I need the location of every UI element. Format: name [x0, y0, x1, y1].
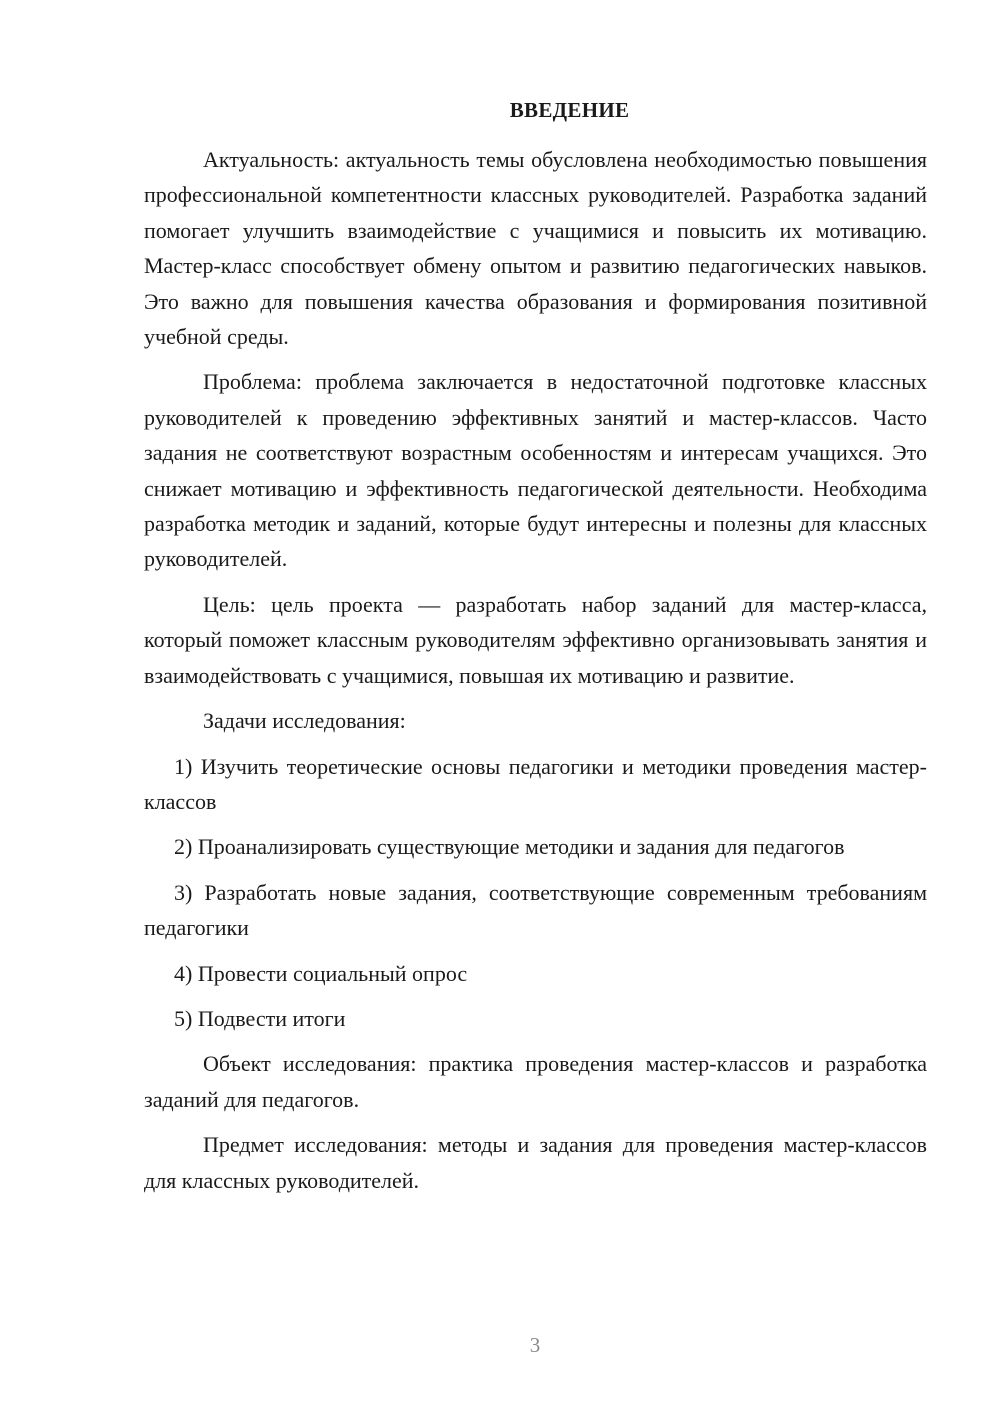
task-item: 1) Изучить теоретические основы педагогики и методики проведения мастер-классов: [144, 753, 927, 814]
task-item: 3) Разработать новые задания, соответствующие современным требованиям педагогики: [144, 879, 927, 941]
task-item: 5) Подвести итоги: [174, 1005, 346, 1031]
problem-paragraph: Проблема: проблема заключается в недостаточной подготовке классных руководителей к проведению эффективных занятий и мастер-классов. Часто задания не соответствуют возрастным особенностям и интересам учащихся. Это снижает мотивацию и эффективность педагогической деятельности. Необходима разработка методик и заданий, которые будут интересны и полезны для классных руководителей.: [144, 369, 927, 572]
research-subject-paragraph: Предмет исследования: методы и задания для проведения мастер-классов для классных руководителей.: [144, 1132, 927, 1193]
tasks-heading: Задачи исследования:: [203, 708, 406, 734]
relevance-paragraph: Актуальность: актуальность темы обусловлена необходимостью повышения профессиональной компетентности классных руководителей. Разработка заданий помогает улучшить взаимодействие с учащимися и повысить их мотивацию. Мастер-класс способствует обмену опытом и развитию педагогических навыков. Это важно для повышения качества образования и формирования позитивной учебной среды.: [144, 147, 927, 350]
goal-paragraph: Цель: цель проекта — разработать набор заданий для мастер-класса, который поможет классным руководителям эффективно организовывать занятия и взаимодействовать с учащимися, повышая их мотивацию и развитие.: [144, 591, 927, 688]
page-number: 3: [529, 1333, 541, 1357]
section-title: ВВЕДЕНИЕ: [509, 98, 630, 122]
task-item: 2) Проанализировать существующие методики и задания для педагогов: [174, 834, 845, 860]
page-content: [144, 94, 927, 1208]
research-object-paragraph: Объект исследования: практика проведения мастер-классов и разработка заданий для педагогов.: [144, 1051, 927, 1112]
task-item: 4) Провести социальный опрос: [174, 960, 468, 986]
